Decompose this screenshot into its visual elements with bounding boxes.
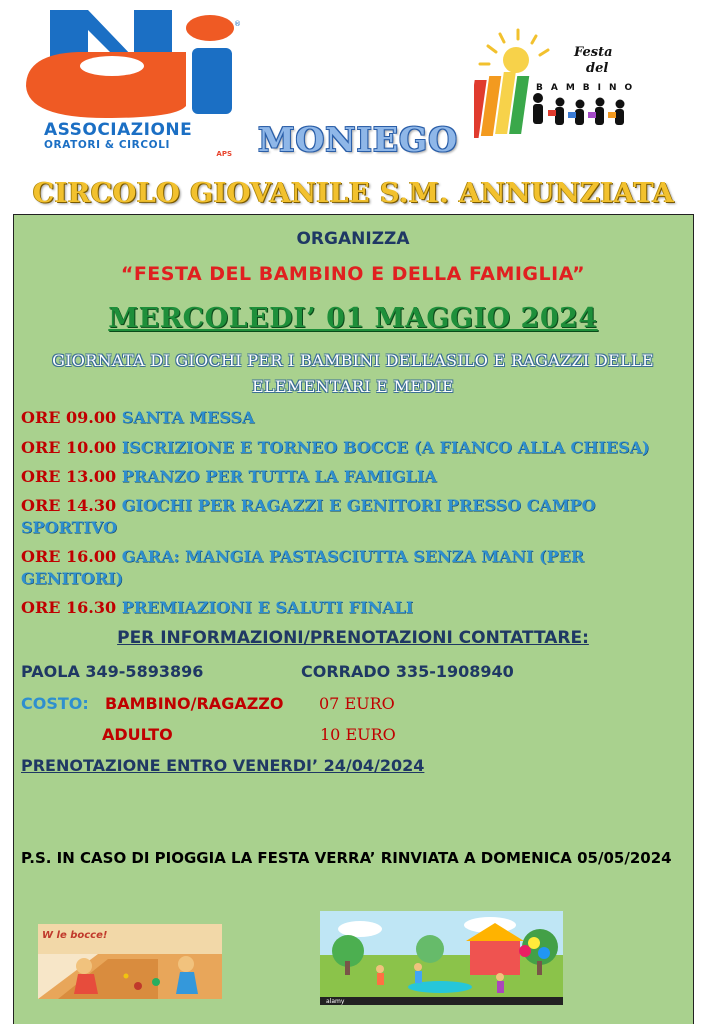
assoc-line-3: APS: [216, 149, 232, 158]
organizza-label: ORGANIZZA: [296, 229, 410, 249]
schedule-desc: PREMIAZIONI E SALUTI FINALI: [121, 598, 414, 617]
schedule-item: [21, 407, 671, 429]
schedule-desc: PRANZO PER TUTTA LA FAMIGLIA: [121, 467, 437, 486]
park-image: [320, 911, 563, 1005]
organization-title: CIRCOLO GIOVANILE S.M. ANNUNZIATA: [32, 178, 675, 209]
svg-text:Festa: Festa: [574, 45, 613, 60]
schedule-time: ORE 13.00: [21, 467, 117, 486]
image-watermark: alamy: [326, 998, 345, 1005]
schedule-item: [21, 546, 611, 590]
schedule-desc: ISCRIZIONE E TORNEO BOCCE (A FIANCO ALLA CHIESA): [121, 438, 650, 457]
event-date: MERCOLEDI’ 01 MAGGIO 2024: [108, 303, 598, 334]
svg-text:®: ®: [234, 20, 241, 28]
schedule-item: [21, 597, 671, 619]
schedule-time: ORE 09.00: [21, 408, 117, 427]
contact-paola: PAOLA 349-5893896: [21, 662, 204, 681]
assoc-line-1: ASSOCIAZIONE: [44, 120, 193, 140]
contact-corrado: CORRADO 335-1908940: [301, 662, 514, 681]
svg-text:del: del: [586, 61, 609, 76]
schedule-desc: SANTA MESSA: [121, 408, 255, 427]
booking-deadline: PRENOTAZIONE ENTRO VENERDI’ 24/04/2024: [21, 756, 425, 775]
bocce-caption: W le bocce!: [42, 930, 108, 941]
cost-child-label: BAMBINO/RAGAZZO: [105, 694, 284, 713]
cost-adult-value: 10 EURO: [320, 725, 396, 744]
event-panel: [13, 214, 694, 1024]
schedule-time: ORE 14.30: [21, 496, 117, 515]
schedule-time: ORE 16.00: [21, 547, 117, 566]
cost-label: COSTO:: [21, 694, 89, 713]
event-title: “FESTA DEL BAMBINO E DELLA FAMIGLIA”: [120, 263, 586, 285]
town-title: MONIEGO: [258, 120, 458, 159]
schedule-time: ORE 10.00: [21, 438, 117, 457]
cost-adult-label: ADULTO: [102, 725, 173, 744]
schedule-item: [21, 437, 671, 459]
bocce-image: [38, 924, 222, 999]
event-description: GIORNATA DI GIOCHI PER I BAMBINI DELL’ASILO E RAGAZZI DELLE ELEMENTARI E MEDIE: [52, 351, 654, 396]
association-name: [44, 122, 244, 158]
schedule-item: [21, 495, 621, 539]
schedule-time: ORE 16.30: [21, 598, 117, 617]
schedule-desc: GARA: MANGIA PASTASCIUTTA SENZA MANI (PER GENITORI): [21, 547, 585, 588]
schedule-item: [21, 466, 671, 488]
rain-note: P.S. IN CASO DI PIOGGIA LA FESTA VERRA’ RINVIATA A DOMENICA 05/05/2024: [21, 849, 672, 867]
festa-del-bambino-logo: [474, 28, 664, 140]
cost-child-value: 07 EURO: [319, 694, 395, 713]
schedule-desc: GIOCHI PER RAGAZZI E GENITORI PRESSO CAMPO SPORTIVO: [21, 496, 596, 537]
assoc-line-2: ORATORI & CIRCOLI: [44, 139, 170, 151]
svg-text:BAMBINO: BAMBINO: [536, 83, 641, 93]
contact-header: PER INFORMAZIONI/PRENOTAZIONI CONTATTARE:: [117, 628, 589, 648]
